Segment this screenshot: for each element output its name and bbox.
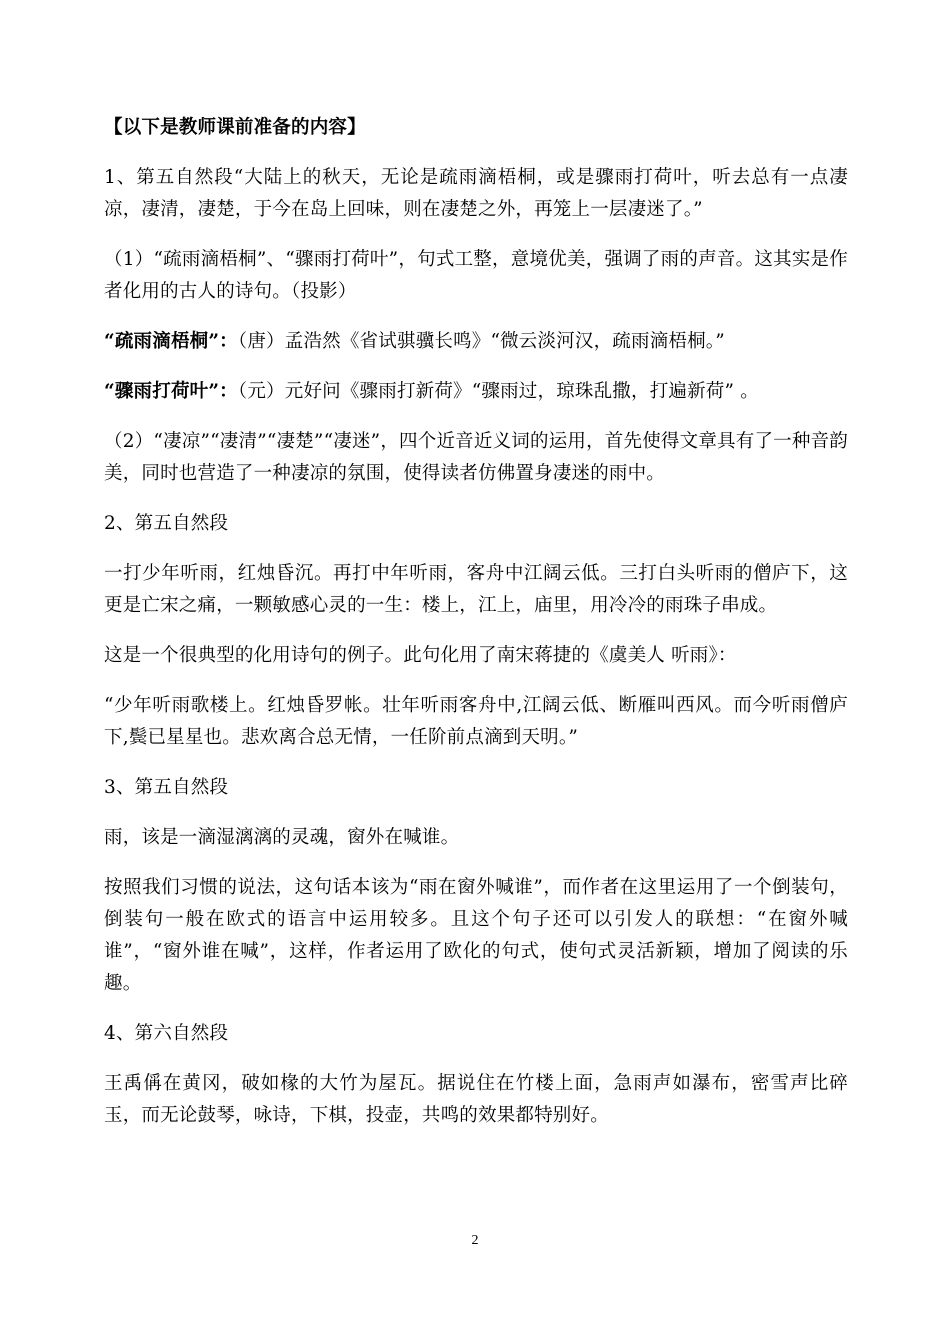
section-2-analysis: 这是一个很典型的化用诗句的例子。此句化用了南宋蒋捷的《虞美人 听雨》： [104, 645, 737, 666]
document-body [104, 112, 848, 1150]
paragraph-1-analysis-2: （2）“凄凉”“凄清”“凄楚”“凄迷”，四个近音近义词的运用，首先使得文章具有了一种音韵美，同时也营造了一种凄凉的氛围，使得读者仿佛置身凄迷的雨中。 [104, 431, 848, 484]
quote-label-2: “骤雨打荷叶”： [104, 381, 238, 402]
section-3-analysis: 按照我们习惯的说法，这句话本该为“雨在窗外喊谁”，而作者在这里运用了一个倒装句，倒装句一般在欧式的语言中运用较多。且这个句子还可以引发人的联想：“在窗外喊谁”，“窗外谁在喊”，这样，作者运用了欧化的句式，使句式灵活新颖，增加了阅读的乐趣。 [104, 877, 848, 994]
section-2-poem: “少年听雨歌楼上。红烛昏罗帐。壮年听雨客舟中,江阔云低、断雁叫西风。而今听雨僧庐下,鬓已星星也。悲欢离合总无情，一任阶前点滴到天明。” [104, 695, 848, 748]
section-3-excerpt: 雨，该是一滴湿漓漓的灵魂，窗外在喊谁。 [104, 827, 460, 848]
section-heading: 【以下是教师课前准备的内容】 [104, 117, 366, 138]
section-2-title: 2、第五自然段 [104, 513, 229, 534]
section-2-excerpt: 一打少年听雨，红烛昏沉。再打中年听雨，客舟中江阔云低。三打白头听雨的僧庐下，这更是亡宋之痛，一颗敏感心灵的一生：楼上，江上，庙里，用冷冷的雨珠子串成。 [104, 563, 848, 616]
quote-text-1: （唐）孟浩然《省试骐骥长鸣》“微云淡河汉，疏雨滴梧桐。” [237, 331, 725, 352]
quote-source-2 [104, 376, 848, 408]
section-3-title: 3、第五自然段 [104, 777, 229, 798]
quote-label-1: “疏雨滴梧桐”： [104, 331, 238, 352]
page-number: 2 [471, 1233, 479, 1248]
section-4-excerpt: 王禹偁在黄冈，破如椽的大竹为屋瓦。据说住在竹楼上面，急雨声如瀑布，密雪声比碎玉，而无论鼓琴，咏诗，下棋，投壶，共鸣的效果都特别好。 [104, 1073, 848, 1126]
section-4-title: 4、第六自然段 [104, 1023, 229, 1044]
paragraph-1: 1、第五自然段“大陆上的秋天，无论是疏雨滴梧桐，或是骤雨打荷叶，听去总有一点凄凉，凄清，凄楚，于今在岛上回味，则在凄楚之外，再笼上一层凄迷了。” [104, 167, 848, 220]
quote-text-2: （元）元好问《骤雨打新荷》“骤雨过，琼珠乱撒，打遍新荷” 。 [237, 381, 759, 402]
paragraph-1-analysis: （1）“疏雨滴梧桐”、“骤雨打荷叶”，句式工整，意境优美，强调了雨的声音。这其实是作者化用的古人的诗句。（投影） [104, 249, 848, 302]
quote-source-1 [104, 326, 848, 358]
